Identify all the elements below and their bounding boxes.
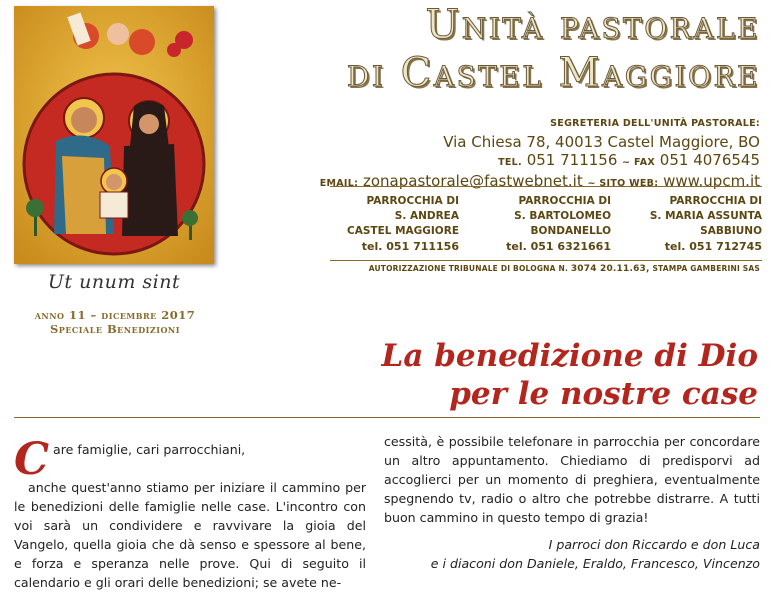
parish-name: S. BARTOLOMEO (514, 210, 611, 222)
holy-family-icon-image (14, 6, 214, 264)
parish-label: PARROCCHIA DI (366, 195, 459, 207)
parish-name: S. ANDREA (394, 210, 459, 222)
parish-name: S. MARIA ASSUNTA (649, 210, 762, 222)
article-paragraph-2: cessità, è possibile telefonare in parrocchia per concordare un altro appuntamento. Chiediamo di predisporvi ad accoglierci per un momento di preghiera, eventualmente spegnendo tv, radio o altro che potrebbe distrarre. A tutti buon cammino in questo tempo di grazia! (384, 434, 760, 525)
signature-line2: e i diaconi don Daniele, Eraldo, Francesco, Vincenzo (430, 556, 760, 571)
headline-line2: per le nostre case (449, 376, 758, 412)
parish-label: PARROCCHIA DI (669, 195, 762, 207)
parish-tel: tel. 051 712745 (664, 240, 762, 253)
authorization-suffix: STAMPA GAMBERINI SAS (652, 264, 760, 273)
article-column-1 (14, 432, 366, 592)
divider-headline (14, 417, 760, 418)
divider-parishes (330, 260, 762, 261)
parish-place: CASTEL MAGGIORE (347, 225, 459, 237)
divider-top (330, 186, 762, 187)
parish-place: BONDANELLO (530, 225, 611, 237)
tel-label: TEL. (498, 157, 522, 168)
email-address[interactable]: zonapastorale@fastwebnet.it (362, 172, 583, 190)
parishes-row (330, 194, 762, 256)
parish-s-maria-assunta (650, 194, 762, 254)
parish-label: PARROCCHIA DI (518, 195, 611, 207)
email-label: EMAIL: (319, 178, 359, 189)
secretary-address: Via Chiesa 78, 40013 Castel Maggiore, BO (443, 133, 760, 151)
edition-info (10, 308, 220, 336)
article-paragraph-1: anche quest'anno stiamo per iniziare il cammino per le benedizioni delle famiglie nelle case. L'incontro con voi sarà un condividere e ravvivare la gioia del Vangelo, quella gioia che dà senso e spessore al bene, e forza e speranza nelle prove. Qui di seguito il calendario e gli orari delle benedizioni; se avete ne- (14, 480, 366, 590)
secretary-label: SEGRETERIA DELL'UNITÀ PASTORALE: (550, 118, 760, 129)
signature-line1: I parroci don Riccardo e don Luca (548, 537, 760, 552)
headline-line1: La benedizione di Dio (381, 338, 758, 374)
fax-number: 051 4076545 (659, 151, 760, 169)
authorization-number: 3074 20.11.63, (570, 264, 650, 274)
article-greeting: are famiglie, cari parrocchiani, (53, 442, 246, 457)
parish-tel: tel. 051 6321661 (506, 240, 611, 253)
parish-s-andrea (347, 194, 459, 254)
authorization-prefix: AUTORIZZAZIONE TRIBUNALE DI BOLOGNA N. (368, 264, 569, 273)
authorization-note (369, 264, 760, 274)
secretary-block (320, 112, 760, 193)
article-column-2 (384, 432, 760, 573)
edition-special: Speciale Benedizioni (50, 322, 180, 336)
parish-s-bartolomeo (506, 194, 611, 254)
site-label: ~ SITO WEB: (587, 178, 659, 189)
tel-number: 051 711156 (526, 151, 618, 169)
headline (382, 337, 758, 413)
masthead-title-line2: di Castel Maggiore (346, 50, 760, 96)
website-link[interactable]: www.upcm.it (663, 172, 760, 190)
parish-tel: tel. 051 711156 (361, 240, 459, 253)
fax-label: ~ FAX (622, 157, 656, 168)
masthead-title-line1: Unità pastorale (425, 2, 760, 48)
motto: Ut unum sint (47, 271, 181, 293)
parish-place: SABBIUNO (700, 225, 762, 237)
dropcap: C (14, 434, 50, 485)
edition-date: anno 11 – dicembre 2017 (34, 308, 196, 322)
